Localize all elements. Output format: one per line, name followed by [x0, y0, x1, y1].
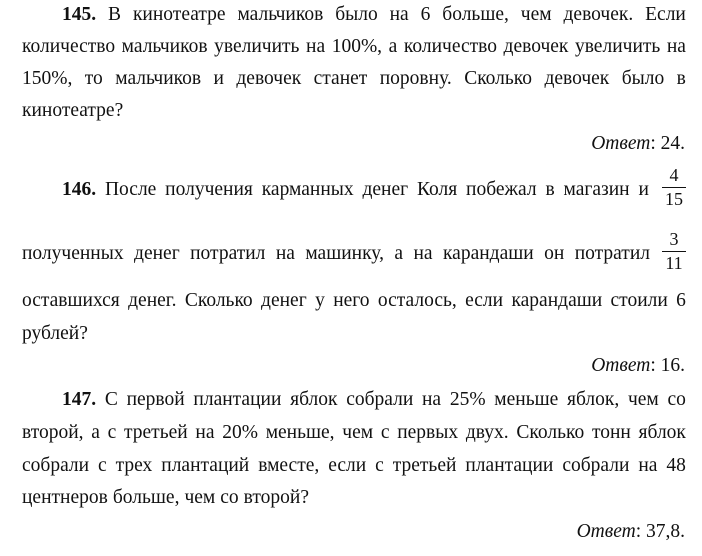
word: на [195, 422, 215, 443]
word: Если [645, 4, 686, 25]
word: мальчиков [121, 36, 208, 57]
word: побежал [466, 179, 537, 200]
word: чем [520, 4, 552, 25]
word: яблок [290, 389, 338, 410]
fraction-denominator: 11 [665, 253, 683, 273]
word: карманных [261, 179, 354, 200]
word: увеличить [574, 36, 661, 57]
word: тонн [591, 422, 631, 443]
word: количество [22, 36, 116, 57]
word: стоили [610, 290, 668, 311]
word: мальчиков [115, 68, 202, 89]
word: количество [403, 36, 497, 57]
word: на [389, 4, 409, 25]
word: Сколько [464, 68, 533, 89]
word: яблок [638, 422, 686, 443]
word: денег. [128, 290, 177, 311]
word: третьей [392, 455, 457, 476]
word: на [422, 389, 442, 410]
word: 150%, [22, 68, 73, 89]
word: увеличить [214, 36, 300, 57]
problem-147-line-3 [22, 454, 686, 478]
word: больше, [442, 4, 509, 25]
word: первой [126, 389, 185, 410]
word: девочек [503, 36, 569, 57]
word: С [104, 389, 118, 410]
word: Сколько [516, 422, 585, 443]
word: девочек [236, 68, 302, 89]
answer-value: : 24. [650, 133, 685, 154]
word: 25% [449, 389, 486, 410]
word: карандаши [442, 243, 534, 264]
problem-145-line-4 [22, 99, 686, 123]
word: денег [261, 290, 307, 311]
problem-number: 146. [62, 179, 97, 200]
word: с [107, 422, 117, 443]
word: в [676, 68, 686, 89]
problem-147-line-2 [22, 421, 686, 445]
word: 100%, [331, 36, 383, 57]
word: Коля [416, 179, 458, 200]
word: девочек [544, 68, 610, 89]
word: денег [134, 243, 180, 264]
answer-label: Ответ [591, 355, 651, 376]
word: собрали [346, 389, 414, 410]
answer-147 [577, 520, 685, 544]
word: плантации [465, 455, 554, 476]
problem-145-line-1 [62, 3, 686, 27]
word: кинотеатре [132, 4, 226, 25]
fraction-denominator: 15 [665, 189, 683, 209]
word: чем [342, 422, 374, 443]
word: а [388, 36, 398, 57]
word: и [638, 179, 649, 200]
word: кинотеатре? [22, 100, 124, 121]
problem-147-line-1 [62, 388, 686, 412]
word: 6 [676, 290, 686, 311]
word: собрали [562, 455, 630, 476]
word: После [104, 179, 157, 200]
word: яблок, [567, 389, 620, 410]
word: на [638, 455, 658, 476]
word: в [545, 179, 555, 200]
problem-number: 145. [62, 4, 97, 25]
answer-value: : 37,8. [635, 521, 685, 542]
word: оставшихся [22, 290, 120, 311]
fraction-bar [662, 251, 686, 252]
word: а [394, 243, 404, 264]
word: плантации [193, 389, 282, 410]
word: полученных [22, 243, 124, 264]
word: если [465, 290, 504, 311]
answer-label: Ответ [591, 133, 651, 154]
word: плантаций [161, 455, 250, 476]
fraction-numerator: 4 [669, 165, 679, 185]
word: второй, [22, 422, 84, 443]
word: потратил [574, 243, 650, 264]
word: 20% [222, 422, 258, 443]
word: чем [627, 389, 659, 410]
word: машинку, [305, 243, 384, 264]
problem-145-line-2 [22, 35, 686, 59]
word: на [275, 243, 295, 264]
problem-147-line-4 [22, 486, 686, 510]
word: центнеров [22, 487, 108, 508]
problem-146-line-1 [62, 178, 649, 202]
word: было [621, 68, 665, 89]
word: магазин [563, 179, 630, 200]
word: на [666, 36, 686, 57]
word: меньше [494, 389, 559, 410]
word: с [98, 455, 107, 476]
word: собрали [22, 455, 90, 476]
problem-145-line-3 [22, 67, 686, 91]
word: В [108, 4, 122, 25]
word: 6 [420, 4, 431, 25]
fraction-3-11 [662, 229, 686, 274]
word: было [335, 4, 378, 25]
word: потратил [190, 243, 266, 264]
word: денег [362, 179, 409, 200]
word: с [380, 422, 390, 443]
word: у [315, 290, 325, 311]
word: девочек. [563, 4, 634, 25]
word: со [220, 487, 239, 508]
word: чем [184, 487, 216, 508]
word: мальчиков [237, 4, 324, 25]
word: третьей [124, 422, 188, 443]
word: больше, [112, 487, 180, 508]
word: с [375, 455, 384, 476]
word: 48 [666, 455, 686, 476]
word: него [333, 290, 370, 311]
word: то [84, 68, 103, 89]
word: Сколько [184, 290, 253, 311]
word: первых [397, 422, 459, 443]
word: карандаши [511, 290, 603, 311]
word: он [544, 243, 565, 264]
word: на [306, 36, 326, 57]
word: получения [165, 179, 253, 200]
word: двух. [465, 422, 509, 443]
fraction-4-15 [662, 165, 686, 210]
fraction-numerator: 3 [669, 229, 679, 249]
word: а [91, 422, 100, 443]
word: рублей? [22, 323, 88, 344]
problem-146-line-3 [22, 289, 686, 313]
answer-146 [591, 354, 685, 378]
word: и [213, 68, 224, 89]
word: осталось, [377, 290, 457, 311]
word: вместе, [258, 455, 320, 476]
word: поровну. [379, 68, 452, 89]
fraction-bar [662, 187, 686, 188]
problem-number: 147. [62, 389, 97, 410]
word: станет [313, 68, 368, 89]
word: меньше, [265, 422, 335, 443]
answer-value: : 16. [650, 355, 685, 376]
word: со [667, 389, 686, 410]
word: если [328, 455, 367, 476]
word: второй? [243, 487, 309, 508]
problem-146-line-4 [22, 322, 686, 346]
answer-label: Ответ [576, 521, 636, 542]
problem-146-line-2 [22, 242, 650, 266]
answer-145 [591, 132, 685, 156]
word: на [413, 243, 433, 264]
word: трех [115, 455, 153, 476]
